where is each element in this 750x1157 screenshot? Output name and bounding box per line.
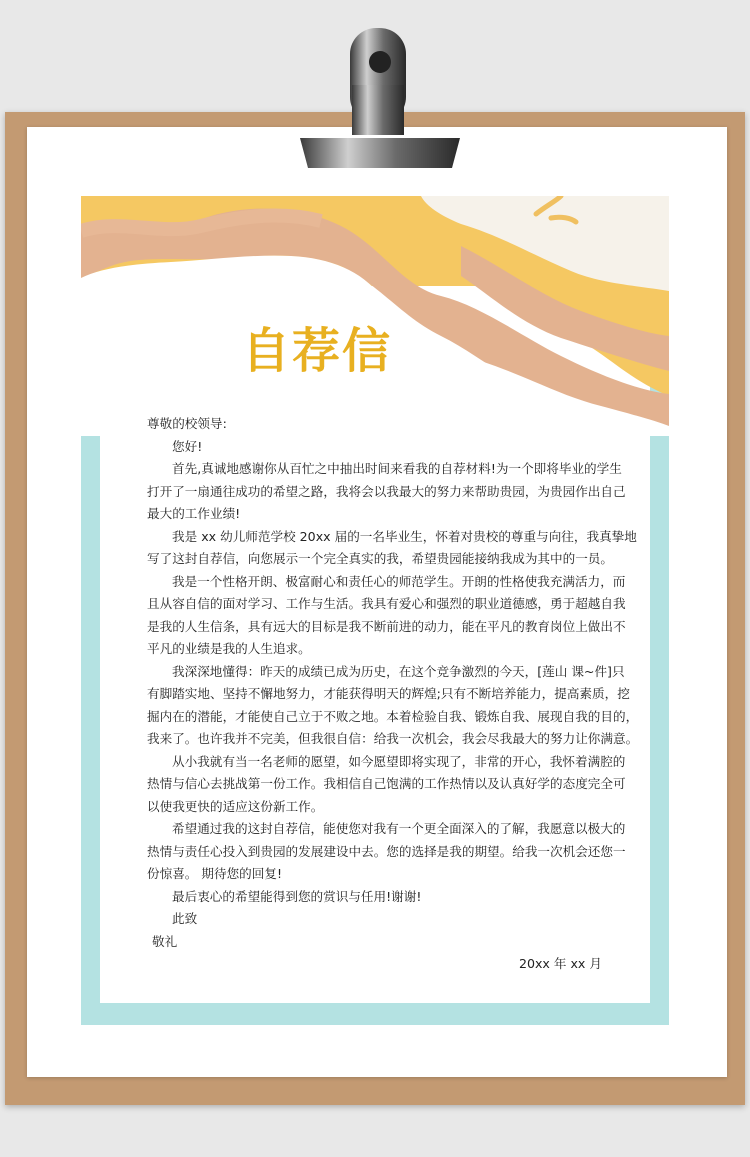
paragraph-line: 我深深地懂得：昨天的成绩已成为历史，在这个竞争激烈的今天，[莲山 课~件]只 xyxy=(172,663,625,679)
paragraph-line: 打开了一扇通往成功的希望之路，我将会以我最大的努力来帮助贵园，为贵园作出自己 xyxy=(147,483,626,499)
paragraph xyxy=(147,571,626,661)
paragraph-line: 热情与责任心投入到贵园的发展建设中去。您的选择是我的期望。给我一次机会还您一 xyxy=(147,843,626,859)
greeting: 您好! xyxy=(172,438,203,454)
paragraph-line: 热情与信心去挑战第一份工作。我相信自己饱满的工作热情以及认真好学的态度完全可 xyxy=(147,776,626,791)
paragraph-line: 写了这封自荐信，向您展示一个完全真实的我，希望贵园能接纳我成为其中的一员。 xyxy=(147,551,613,566)
paragraph xyxy=(147,661,639,751)
page-title: 自荐信 xyxy=(241,323,392,379)
letter-date: 20xx 年 xx 月 xyxy=(518,956,602,971)
paragraph xyxy=(147,751,626,819)
paragraph-line: 份惊喜。 期待您的回复! xyxy=(147,866,282,881)
paragraph xyxy=(147,886,607,909)
paragraph-line: 我是一个性格开朗、极富耐心和责任心的师范学生。开朗的性格使我充满活力，而 xyxy=(172,573,626,589)
paragraphs xyxy=(147,458,639,908)
paragraph xyxy=(147,818,626,886)
paragraph-line: 有脚踏实地、坚持不懈地努力，才能获得明天的辉煌;只有不断培养能力，提高素质，挖 xyxy=(147,686,630,701)
paragraph xyxy=(147,458,626,526)
paragraph-line: 平凡的业绩是我的人生追求。 xyxy=(147,641,311,656)
paragraph-line: 是我的人生信条，具有远大的目标是我不断前进的动力，能在平凡的教育岗位上做出不 xyxy=(147,618,626,634)
paragraph-line: 首先,真诚地感谢你从百忙之中抽出时间来看我的自荐材料!为一个即将毕业的学生 xyxy=(172,461,622,476)
paragraph-line: 最大的工作业绩! xyxy=(147,506,241,521)
closing-jingli: 敬礼 xyxy=(152,933,178,949)
paragraph-line: 我是 xx 幼儿师范学校 20xx 届的一名毕业生，怀着对贵校的尊重与向往，我真挚地 xyxy=(172,528,637,544)
paragraph-line: 最后衷心的希望能得到您的赏识与任用!谢谢! xyxy=(172,888,422,904)
paragraph-line: 掘内在的潜能，才能使自己立于不败之地。本着检验自我、锻炼自我、展现自我的目的， xyxy=(147,708,639,724)
salutation: 尊敬的校领导: xyxy=(147,416,227,431)
letter-body xyxy=(147,413,639,976)
binder-clip-icon xyxy=(290,20,470,175)
paragraph xyxy=(147,526,637,571)
closing-cizhi: 此致 xyxy=(172,911,198,926)
paragraph-line: 我来了。也许我并不完美，但我很自信：给我一次机会，我会尽我最大的努力让你满意。 xyxy=(147,731,639,746)
paragraph-line: 且从容自信的面对学习、工作与生活。我具有爱心和强烈的职业道德感，勇于超越自我 xyxy=(147,596,626,611)
paragraph-line: 以使我更快的适应这份新工作。 xyxy=(147,798,324,814)
paragraph-line: 从小我就有当一名老师的愿望，如今愿望即将实现了，非常的开心，我怀着满腔的 xyxy=(172,753,626,769)
paragraph-line: 希望通过我的这封自荐信，能使您对我有一个更全面深入的了解，我愿意以极大的 xyxy=(172,821,626,836)
